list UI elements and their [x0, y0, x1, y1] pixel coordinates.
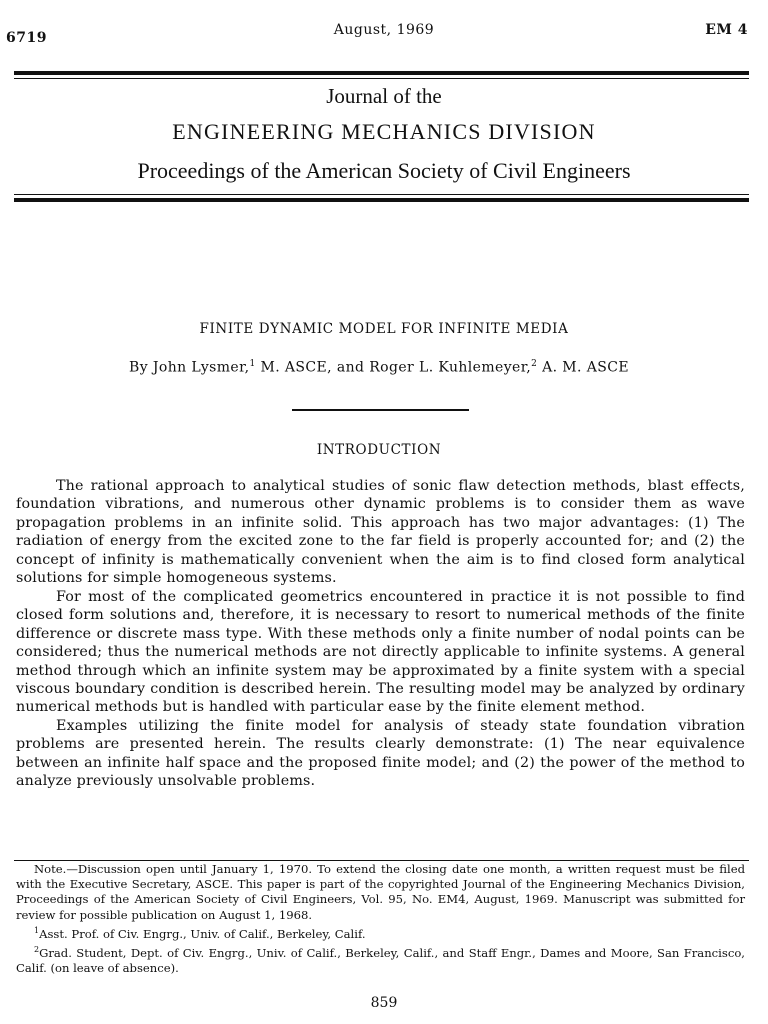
footnote-2-marker: 2 [34, 944, 40, 954]
body-paragraph: Examples utilizing the finite model for analysis of steady state foundation vibration problems are presented herein. The results clearly demonstrate: (1) The near equivalence between an infinite half space and the proposed finite model; and (2) the power of the method to analyze previously unsolvable problems. [16, 717, 745, 790]
journal-paper-number: 6719 [6, 30, 47, 46]
section-heading-introduction: INTRODUCTION [316, 442, 442, 458]
body-paragraph: For most of the complicated geometrics encountered in practice it is not possible to find closed form solutions and, therefore, it is necessary to resort to numerical methods of the finite difference or discrete mass type. With these methods only a finite number of nodal points can be considered; thus the numerical methods are not directly applicable to infinite systems. A general method through which an infinite system may be approximated by a finite system with a special viscous boundary condition is described herein. The resulting model may be analyzed by ordinary numerical methods but is handled with particular ease by the finite element method. [16, 588, 745, 716]
author2-grade: A. M. ASCE [537, 359, 629, 376]
masthead-proceedings-line: Proceedings of the American Society of Civil Engineers [137, 158, 631, 183]
masthead-division-title: ENGINEERING MECHANICS DIVISION [172, 119, 596, 144]
masthead-top-rule-thick [14, 71, 749, 75]
footnote-1 [16, 923, 745, 942]
footnote-2-text: Grad. Student, Dept. of Civ. Engrg., Univ. of Calif., Berkeley, Calif., and Staff Engr., Dames and Moore, San Francisco, Calif. (on leave of absence). [16, 945, 745, 975]
byline-prefix: By John Lysmer, [129, 359, 250, 376]
issue-code: EM 4 [705, 22, 748, 38]
author1-grade: M. ASCE, and Roger L. Kuhlemeyer, [255, 359, 532, 376]
discussion-note: Note.—Discussion open until January 1, 1970. To extend the closing date one month, a written request must be filed with the Executive Secretary, ASCE. This paper is part of the copyrighted Journal of the Engineering Mechanics Division, Proceedings of the American Society of Civil Engineers, Vol. 95, No. EM4, August, 1969. Manuscript was submitted for review for possible publication on August 1, 1968. [16, 862, 745, 922]
masthead-bottom-rule-thin [14, 194, 749, 195]
masthead-top-rule-thin [14, 78, 749, 79]
footnote-1-text: Asst. Prof. of Civ. Engrg., Univ. of Calif., Berkeley, Calif. [39, 926, 366, 941]
author1-footnote-marker: 1 [249, 359, 256, 369]
masthead-journal-line: Journal of the [326, 84, 442, 108]
footnote-1-marker: 1 [34, 925, 40, 935]
footnotes [16, 862, 745, 976]
footnote-2 [16, 942, 745, 976]
author2-footnote-marker: 2 [531, 359, 538, 369]
page-number: 859 [370, 995, 398, 1011]
masthead-bottom-rule-thick [14, 198, 749, 202]
title-separator-rule [292, 409, 469, 411]
introduction-body [16, 477, 745, 791]
issue-date: August, 1969 [333, 22, 435, 38]
footnote-separator-rule [14, 860, 749, 861]
author-byline [0, 359, 758, 376]
body-paragraph: The rational approach to analytical studies of sonic flaw detection methods, blast effects, foundation vibrations, and numerous other dynamic problems is to consider them as wave propagation problems in an infinite solid. This approach has two major advantages: (1) The radiation of energy from the excited zone to the far field is properly accounted for; and (2) the concept of infinity is mathematically convenient when the aim is to find closed form analytical solutions for simple homogeneous systems. [16, 478, 745, 587]
paper-title: FINITE DYNAMIC MODEL FOR INFINITE MEDIA [199, 321, 569, 337]
